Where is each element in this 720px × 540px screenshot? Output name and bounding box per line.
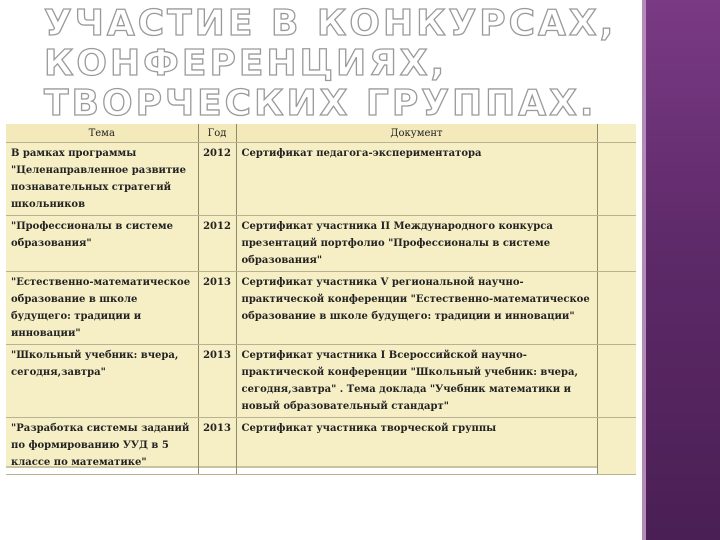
year-cell: 2013 [198, 418, 236, 475]
topic-cell: "Естественно-математическое образование в школе будущего: традиции и инновации" [6, 272, 198, 345]
table-row [6, 143, 636, 216]
topic-cell: В рамках программы "Целенаправленное развитие познавательных стратегий школьников [6, 143, 198, 216]
empty-cell [597, 143, 636, 216]
slide-title: УЧАСТИЕ В КОНКУРСАХ, КОНФЕРЕНЦИЯХ, ТВОРЧЕСКИХ ГРУППАХ. [44, 3, 617, 124]
document-cell: Сертификат участника творческой группы [236, 418, 597, 475]
document-cell: Сертификат участника II Международного конкурса презентаций портфолио "Профессионалы в системе образования" [236, 216, 597, 272]
empty-cell [597, 272, 636, 345]
empty-cell [597, 345, 636, 418]
table-row [6, 418, 636, 475]
year-cell: 2012 [198, 216, 236, 272]
table-header-row [6, 124, 636, 143]
column-header-year: Год [198, 124, 236, 143]
table-row [6, 345, 636, 418]
column-header-topic: Тема [6, 124, 198, 143]
topic-cell: "Разработка системы заданий по формированию УУД в 5 классе по математике" [6, 418, 198, 475]
empty-column-header [597, 124, 636, 143]
decorative-side-band [642, 0, 720, 540]
topic-cell: "Школьный учебник: вчера, сегодня,завтра" [6, 345, 198, 418]
document-cell: Сертификат участника V региональной научно-практической конференции "Естественно-математическое образование в школе будущего: традиции и инновации" [236, 272, 597, 345]
document-cell: Сертификат участника I Всероссийской научно-практической конференции "Школьный учебник: вчера, сегодня,завтра" . Тема доклада "Учебник математики и новый образовательный стандарт" [236, 345, 597, 418]
empty-cell [597, 216, 636, 272]
table-row [6, 216, 636, 272]
year-cell: 2013 [198, 345, 236, 418]
year-cell: 2013 [198, 272, 236, 345]
document-cell: Сертификат педагога-экспериментатора [236, 143, 597, 216]
year-cell: 2012 [198, 143, 236, 216]
topic-cell: "Профессионалы в системе образования" [6, 216, 198, 272]
column-header-document: Документ [236, 124, 597, 143]
participation-table [6, 124, 636, 468]
table-row [6, 272, 636, 345]
empty-cell [597, 418, 636, 475]
